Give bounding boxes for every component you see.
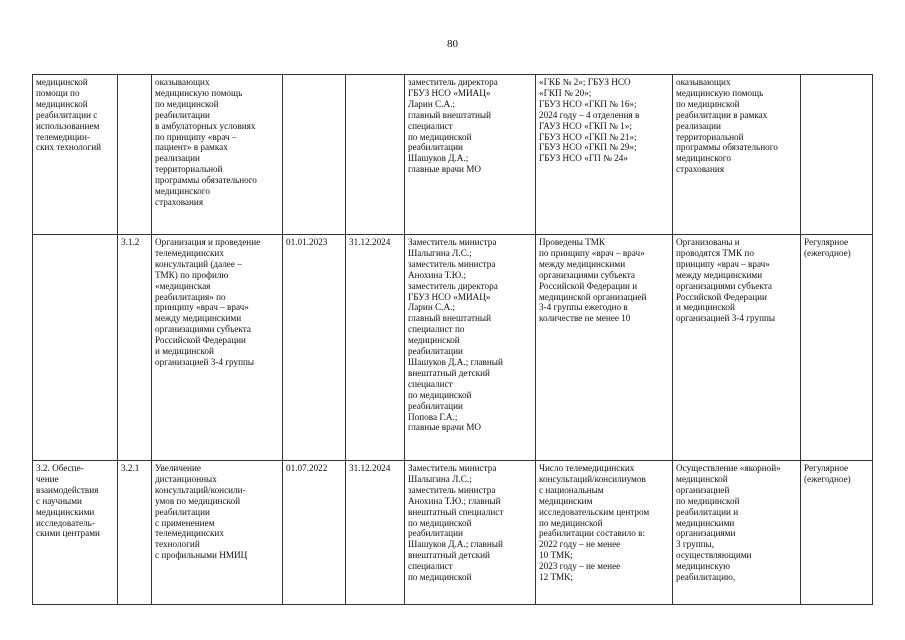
start-date-cell: 01.07.2022 xyxy=(283,461,346,605)
item-number-cell: 3.2.1 xyxy=(118,461,152,605)
result-cell: «ГКБ № 2»; ГБУЗ НСО «ГКП № 20»; ГБУЗ НСО «ГКП № 16»; 2024 году – 4 отделения в ГАУЗ НСО «ГКП № 1»; ГБУЗ НСО «ГКП № 21»; ГБУЗ НСО «ГКП № 29»; ГБУЗ НСО «ГП № 24» xyxy=(536,75,673,235)
indicator-cell: Осуществление «якорной» медицинской организацией по медицинской реабилитации и медицинскими организациями 3 группы, осуществляющими медицинскую реабилитацию, xyxy=(673,461,801,605)
start-date-cell: 01.01.2023 xyxy=(283,235,346,461)
end-date-cell xyxy=(346,75,405,235)
result-cell: Проведены ТМК по принципу «врач – врач» между медицинскими организациями субъекта Российской Федерации и медицинской организацией 3-4 группы ежегодно в количестве не менее 10 xyxy=(536,235,673,461)
periodicity-cell xyxy=(801,75,873,235)
item-number-cell: 3.1.2 xyxy=(118,235,152,461)
end-date-cell: 31.12.2024 xyxy=(346,461,405,605)
periodicity-cell: Регулярное (ежегодное) xyxy=(801,235,873,461)
indicator-cell: Организованы и проводятся ТМК по принципу «врач – врач» между медицинскими организациями субъекта Российской Федерации и медицинской организацией 3-4 группы xyxy=(673,235,801,461)
result-cell: Число телемедицинских консультаций/консилиумов с национальным медицинским исследовательским центром по медицинской реабилитации составило в: 2022 году – не менее 10 ТМК; 2023 году – не менее 12 ТМК; xyxy=(536,461,673,605)
activity-cell: Организация и проведение телемедицинских консультаций (далее – ТМК) по профилю «медицинская реабилитация» по принципу «врач – врач» между медицинскими организациями субъекта Российской Федерации и медицинской организацией 3-4 группы xyxy=(152,235,283,461)
responsible-cell: Заместитель министра Шалыгина Л.С.; заместитель министра Анохина Т.Ю.; заместитель директора ГБУЗ НСО «МИАЦ» Ларин С.А.; главный внештатный специалист по медицинской реабилитации Шашуков Д.А.; главный внештатный детский специалист по медицинской реабилитации Попова Г.А.; главные врачи МО xyxy=(405,235,536,461)
responsible-cell: Заместитель министра Шалыгина Л.С.; заместитель министра Анохина Т.Ю.; главный внештатный специалист по медицинской реабилитации Шашуков Д.А.; главный внештатный детский специалист по медицинской xyxy=(405,461,536,605)
table-row xyxy=(33,461,873,605)
activity-cell: оказывающих медицинскую помощь по медицинской реабилитации в амбулаторных условиях по принципу «врач – пациент» в рамках реализации территориальной программы обязательного медицинского страхования xyxy=(152,75,283,235)
implementation-plan-table xyxy=(32,74,873,605)
start-date-cell xyxy=(283,75,346,235)
table-row xyxy=(33,75,873,235)
measure-cell: 3.2. Обеспе- чение взаимодействия с научными медицинскими исследователь- скими центрами xyxy=(33,461,118,605)
activity-cell: Увеличение дистанционных консультаций/консили- умов по медицинской реабилитации с применением телемедицинских технологий с профильными НМИЦ xyxy=(152,461,283,605)
item-number-cell xyxy=(118,75,152,235)
end-date-cell: 31.12.2024 xyxy=(346,235,405,461)
responsible-cell: заместитель директора ГБУЗ НСО «МИАЦ» Ларин С.А.; главный внештатный специалист по медицинской реабилитации Шашуков Д.А.; главные врачи МО xyxy=(405,75,536,235)
page-number: 80 xyxy=(447,38,458,50)
indicator-cell: оказывающих медицинскую помощь по медицинской реабилитации в рамках реализации территориальной программы обязательного медицинского страхования xyxy=(673,75,801,235)
measure-cell xyxy=(33,235,118,461)
periodicity-cell: Регулярное (ежегодное) xyxy=(801,461,873,605)
table-row xyxy=(33,235,873,461)
measure-cell: медицинской помощи по медицинской реабилитации с использованием телемедицин- ских технологий xyxy=(33,75,118,235)
